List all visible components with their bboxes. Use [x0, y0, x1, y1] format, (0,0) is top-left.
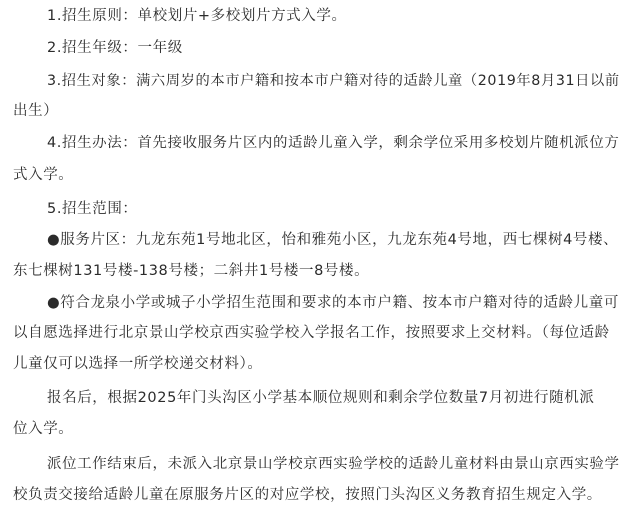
rule-1-principle: 1.招生原则：单校划片+多校划片方式入学。	[47, 8, 347, 24]
after-registration-line-1: 报名后，根据2025年门头沟区小学基本顺位规则和剩余学位数量7月初进行随机派	[47, 390, 595, 406]
rule-4-method-line-1: 4.招生办法：首先接收服务片区内的适龄儿童入学，剩余学位采用多校划片随机派位方	[47, 135, 620, 151]
after-registration-line-2: 位入学。	[13, 421, 74, 437]
eligibility-line-2: 以自愿选择进行北京景山学校京西实验学校入学报名工作，按照要求上交材料。（每位适龄	[13, 325, 610, 341]
rule-4-method-line-2: 式入学。	[13, 167, 74, 183]
after-lottery-line-2: 校负责交接给适龄儿童在原服务片区的对应学校，按照门头沟区义务教育招生规定入学。	[13, 487, 602, 503]
eligibility-line-1: ●符合龙泉小学或城子小学招生范围和要求的本市户籍、按本市户籍对待的适龄儿童可	[47, 295, 619, 311]
service-area-line-2: 东七棵树131号楼-138号楼；二斜井1号楼一8号楼。	[13, 263, 370, 279]
rule-3-target-line-1: 3.招生对象：满六周岁的本市户籍和按本市户籍对待的适龄儿童（2019年8月31日以前	[47, 73, 620, 89]
eligibility-line-3: 儿童仅可以选择一所学校递交材料）。	[13, 356, 263, 372]
after-lottery-line-1: 派位工作结束后，未派入北京景山学校京西实验学校的适龄儿童材料由景山京西实验学	[47, 456, 620, 472]
service-area-line-1: ●服务片区：九龙东苑1号地北区，怡和雅苑小区，九龙东苑4号地，西七棵树4号楼、	[47, 232, 619, 248]
rule-2-grade: 2.招生年级：一年级	[47, 40, 183, 56]
rule-3-target-line-2: 出生）	[13, 103, 59, 119]
rule-5-scope-heading: 5.招生范围：	[47, 201, 138, 217]
